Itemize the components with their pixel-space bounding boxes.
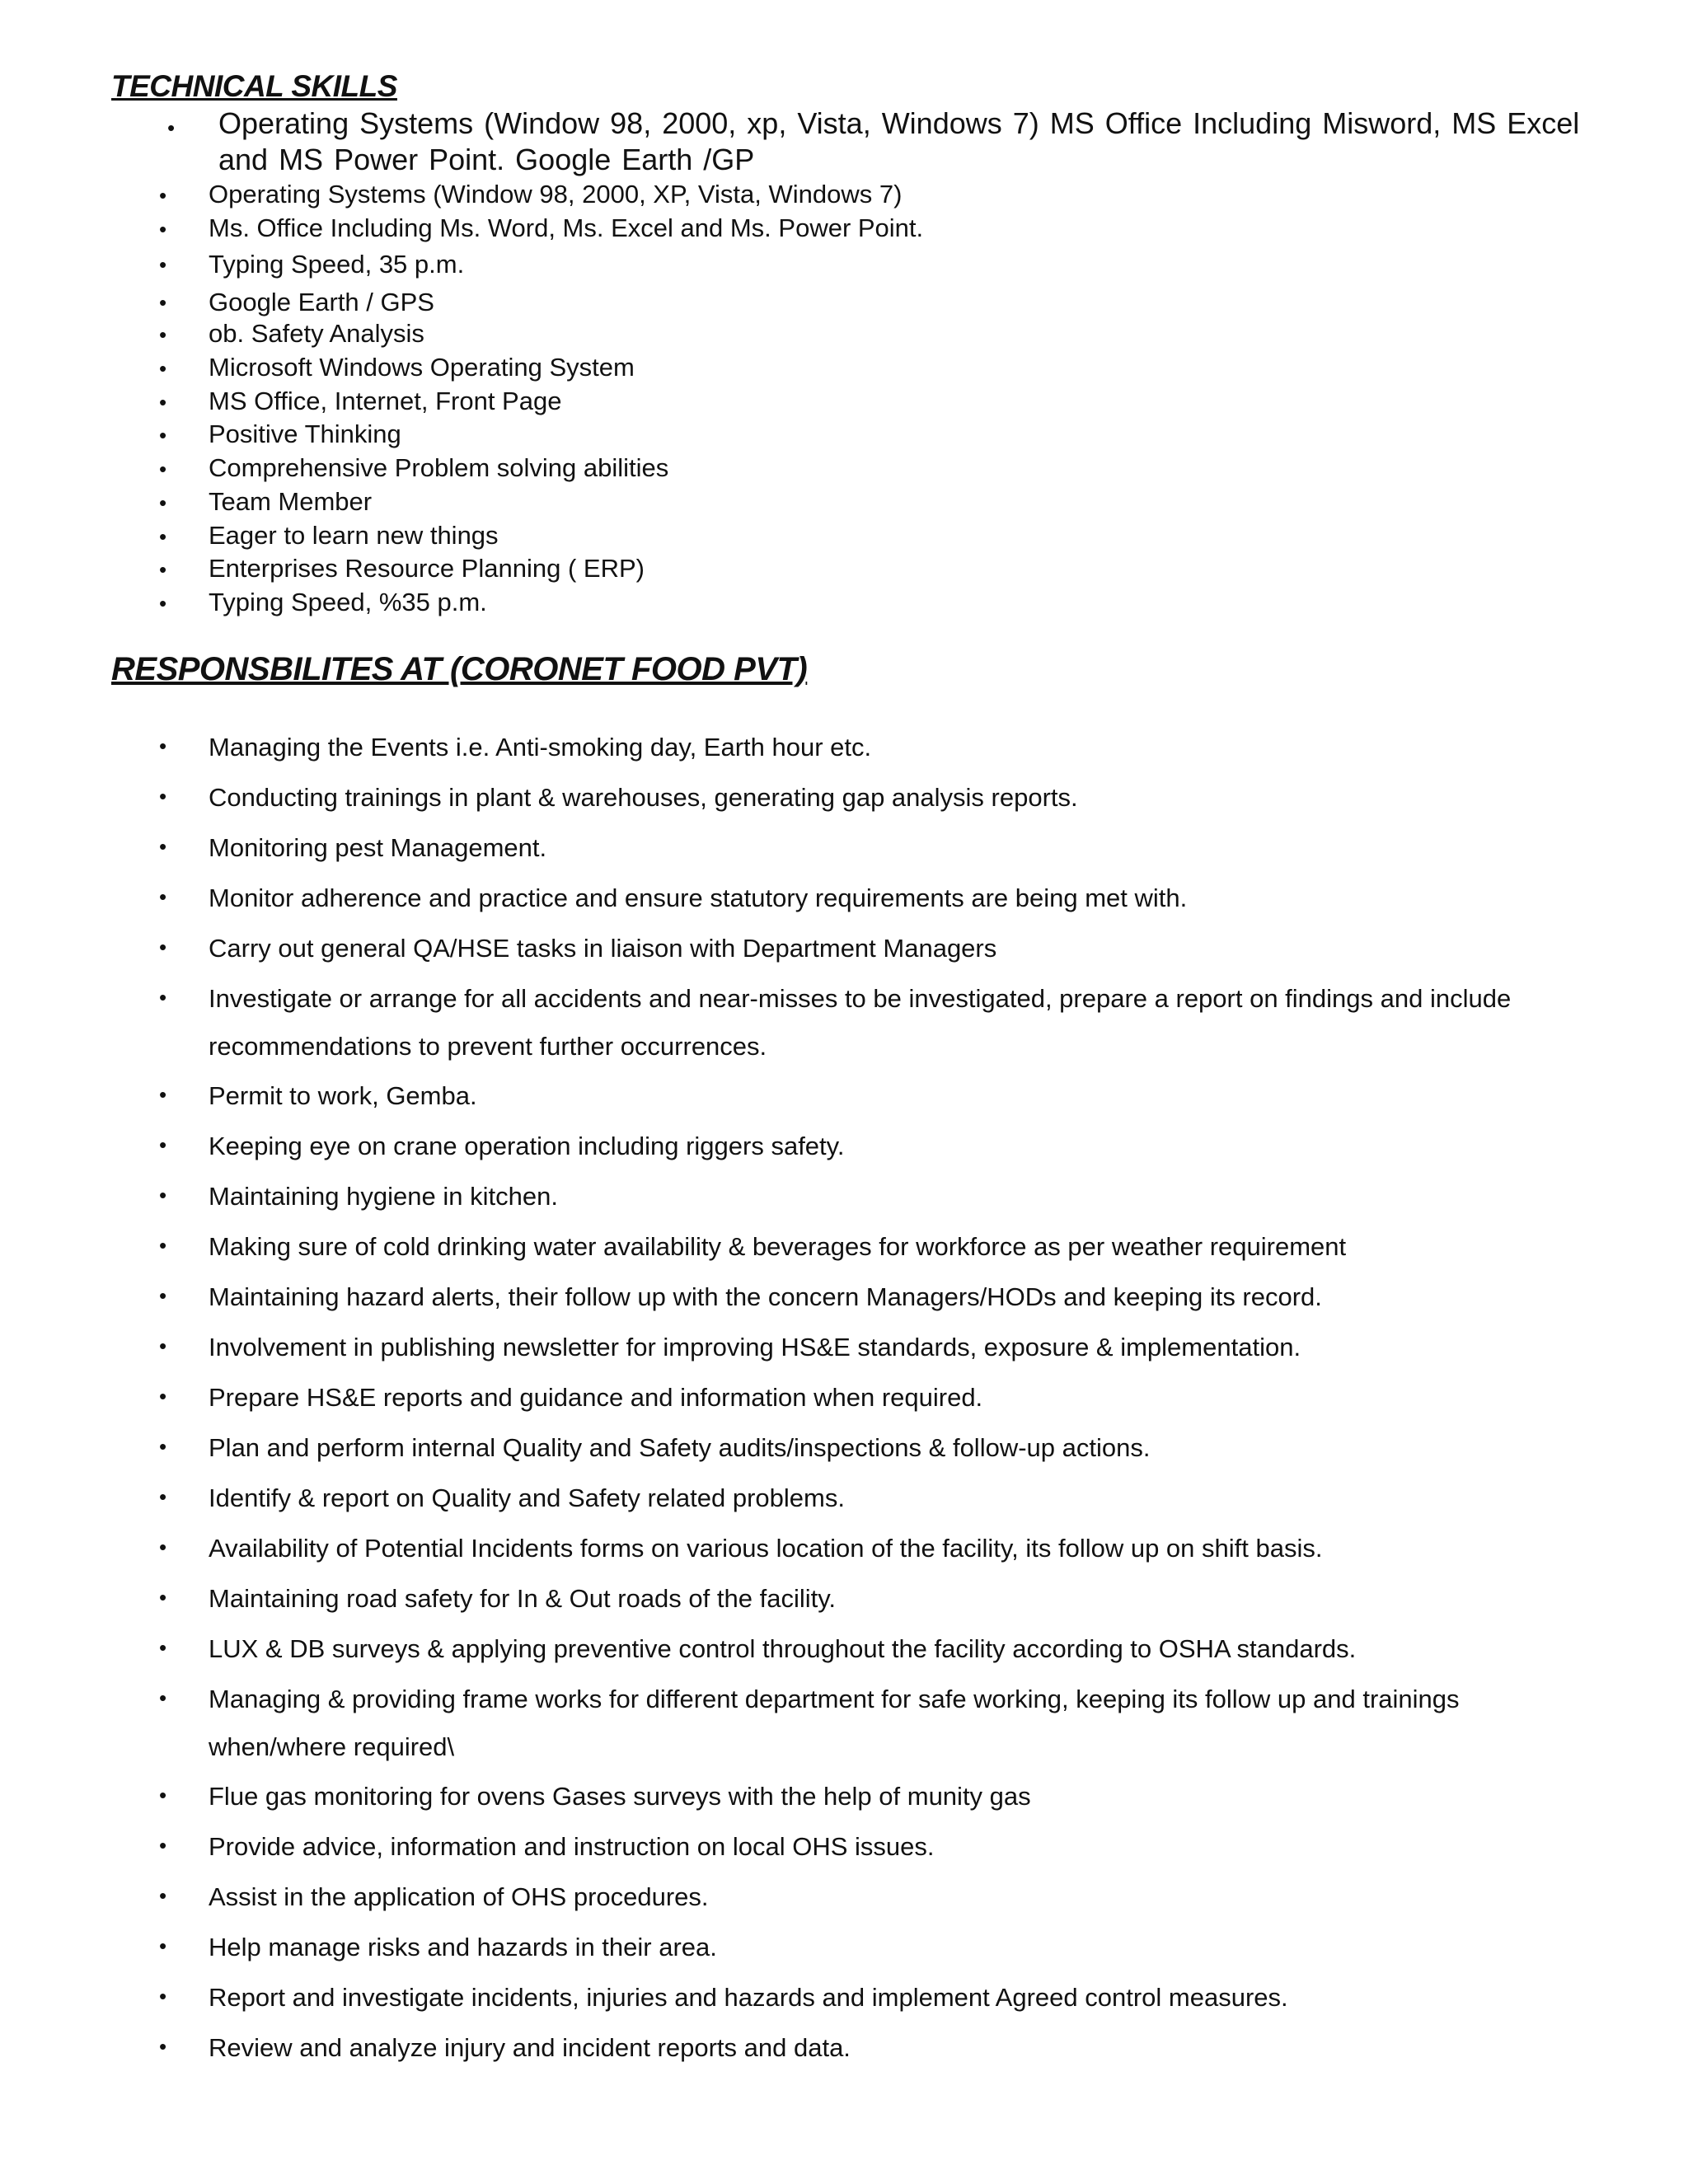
bullet-icon: • [159,784,167,808]
bullet-icon: • [159,834,167,859]
list-item-text: Maintaining hazard alerts, their follow up with the concern Managers/HODs and keeping its record. [209,1282,1322,1311]
bullet-icon: • [159,2034,167,2059]
bullet-icon: • [159,290,167,316]
list-item-text: Operating Systems (Window 98, 2000, XP, Vista, Windows 7) [209,180,903,209]
bullet-icon: • [159,1183,167,1207]
list-item-text: Making sure of cold drinking water availability & beverages for workforce as per weather requirement [209,1232,1347,1261]
list-item-text: Managing the Events i.e. Anti-smoking day, Earth hour etc. [209,733,872,762]
list-item-text: Plan and perform internal Quality and Safety audits/inspections & follow-up actions. [209,1433,1151,1462]
bullet-icon: • [159,523,167,549]
bullet-icon: • [159,490,167,515]
bullet-icon: • [159,1132,167,1157]
list-item-text: Review and analyze injury and incident reports and data. [209,2033,851,2062]
bullet-icon: • [159,1233,167,1258]
list-item-text: Conducting trainings in plant & warehouses, generating gap analysis reports. [209,783,1078,812]
bullet-icon: • [159,1685,167,1710]
bullet-icon: • [159,252,167,278]
bullet-icon: • [159,1585,167,1610]
list-item-text: Assist in the application of OHS procedures. [209,1882,709,1911]
bullet-icon: • [159,557,167,583]
list-item-text: Operating Systems (Window 98, 2000, xp, Vista, Windows 7) MS Office Including Misword, MS Excel and MS Power Point. Google Earth /GP [218,106,1580,176]
list-item-text: Enterprises Resource Planning ( ERP) [209,554,645,583]
responsibilities-heading: RESPONSBILITES AT (CORONET FOOD PVT) [111,651,808,687]
list-item-text: Keeping eye on crane operation including riggers safety. [209,1132,845,1160]
bullet-icon: • [159,389,167,415]
bullet-icon: • [159,1535,167,1559]
bullet-icon: • [159,1883,167,1908]
list-item-text: Monitor adherence and practice and ensure statutory requirements are being met with. [209,883,1188,912]
bullet-icon: • [159,423,167,448]
list-item-text: Investigate or arrange for all accidents and near-misses to be investigated, prepare a report on findings and include recommendations to prevent further occurrences. [209,984,1512,1061]
bullet-icon: • [159,1984,167,2008]
list-item-text: Prepare HS&E reports and guidance and information when required. [209,1383,983,1412]
bullet-icon: • [159,590,167,616]
bullet-icon: • [159,733,167,758]
list-item-text: Help manage risks and hazards in their area. [209,1933,717,1961]
list-item-text: Provide advice, information and instruction on local OHS issues. [209,1832,935,1861]
list-item-text: Positive Thinking [209,419,401,449]
bullet-icon: • [159,985,167,1010]
bullet-icon: • [159,884,167,909]
list-item-text: LUX & DB surveys & applying preventive control throughout the facility according to OSHA standards. [209,1634,1357,1663]
bullet-icon: • [159,1082,167,1107]
technical-skills-first-item [0,105,1688,181]
list-item-text: Microsoft Windows Operating System [209,353,635,382]
list-item-text: Typing Speed, 35 p.m. [209,250,465,279]
list-item-text: MS Office, Internet, Front Page [209,386,562,415]
bullet-icon: • [159,216,167,241]
list-item-text: Google Earth / GPS [209,288,434,317]
bullet-icon: • [159,1635,167,1660]
list-item-text: Eager to learn new things [209,520,499,550]
list-item-text: Involvement in publishing newsletter for improving HS&E standards, exposure & implementation. [209,1333,1301,1361]
bullet-icon: • [159,322,167,348]
bullet-icon: • [159,1384,167,1408]
technical-skills-heading: TECHNICAL SKILLS [111,69,397,103]
list-item-text: Monitoring pest Management. [209,833,547,862]
bullet-icon: • [159,457,167,482]
bullet-icon: • [159,356,167,382]
bullet-icon: • [159,1783,167,1807]
list-item-text: Maintaining hygiene in kitchen. [209,1182,558,1211]
list-item-text: Permit to work, Gemba. [209,1081,477,1110]
bullet-icon: • [159,1333,167,1358]
list-item-text: Report and investigate incidents, injuries and hazards and implement Agreed control measures. [209,1983,1288,2012]
bullet-icon: • [159,1283,167,1308]
list-item-text: Carry out general QA/HSE tasks in liaison with Department Managers [209,934,997,963]
bullet-icon: • [159,1434,167,1459]
list-item-text: ob. Safety Analysis [209,319,424,349]
bullet-icon: • [159,1484,167,1509]
bullet-icon: • [159,183,167,208]
bullet-icon: • [167,115,176,140]
bullet-icon: • [159,935,167,959]
list-item-text: Typing Speed, %35 p.m. [209,587,487,616]
list-item-text: Managing & providing frame works for different department for safe working, keeping its follow up and trainings when/where required\ [209,1685,1460,1761]
list-item-text: Maintaining road safety for In & Out roads of the facility. [209,1584,837,1613]
bullet-icon: • [159,1933,167,1958]
list-item-text: Team Member [209,486,373,516]
list-item-text: Ms. Office Including Ms. Word, Ms. Excel and Ms. Power Point. [209,213,924,242]
bullet-icon: • [159,1833,167,1858]
list-item-text: Flue gas monitoring for ovens Gases surveys with the help of munity gas [209,1782,1031,1811]
list-item-text: Availability of Potential Incidents forms on various location of the facility, its follow up on shift basis. [209,1534,1323,1563]
list-item-text: Comprehensive Problem solving abilities [209,453,669,483]
list-item-text: Identify & report on Quality and Safety related problems. [209,1483,845,1512]
